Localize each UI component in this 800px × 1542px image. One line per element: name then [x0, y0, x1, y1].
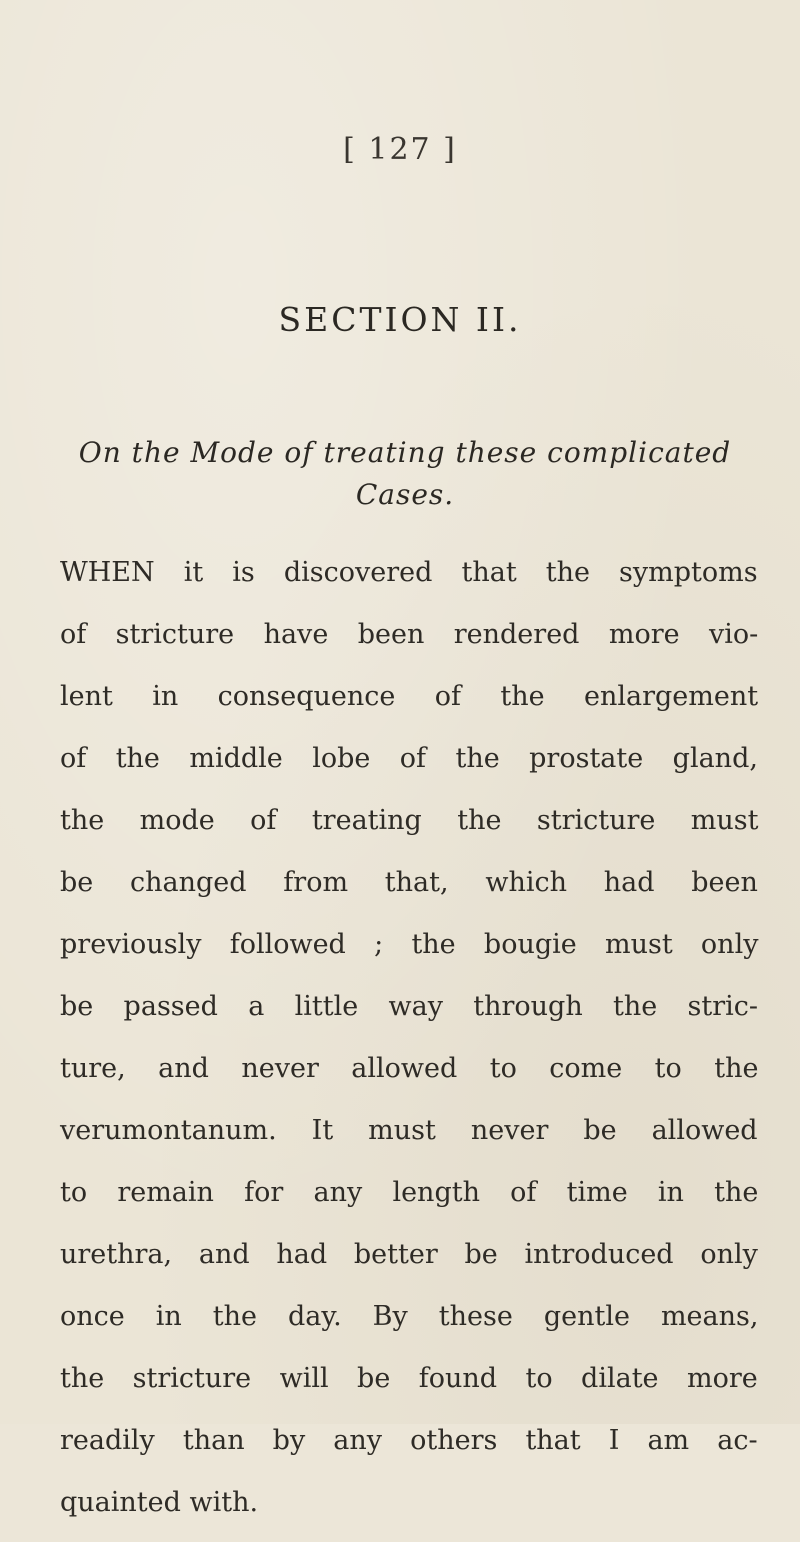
- section-subtitle: [60, 432, 750, 516]
- text-line: quainted with.: [60, 1487, 259, 1518]
- text-line: the stricture will be found to dilate more: [60, 1363, 758, 1394]
- text-line: be changed from that, which had been: [60, 867, 758, 898]
- subtitle-line-2: Cases.: [355, 478, 455, 511]
- text-line: previously followed ; the bougie must only: [60, 929, 759, 960]
- text-line: of the middle lobe of the prostate gland,: [60, 743, 758, 774]
- page-number: [ 127 ]: [343, 132, 457, 167]
- text-line: urethra, and had better be introduced only: [60, 1239, 758, 1270]
- text-line: the mode of treating the stricture must: [60, 805, 759, 836]
- text-line: verumontanum. It must never be allowed: [60, 1115, 758, 1146]
- text-line: to remain for any length of time in the: [60, 1177, 759, 1208]
- body-paragraph: [60, 550, 758, 1542]
- text-line: once in the day. By these gentle means,: [60, 1301, 759, 1332]
- text-line: be passed a little way through the stric-: [60, 991, 759, 1022]
- text-line: lent in consequence of the enlargement: [60, 681, 759, 712]
- section-heading: SECTION II.: [278, 300, 522, 339]
- subtitle-line-1: On the Mode of treating these complicated: [78, 436, 732, 469]
- text-line: of stricture have been rendered more vio-: [60, 619, 759, 650]
- text-line: WHEN it is discovered that the symptoms: [60, 557, 758, 588]
- text-line: readily than by any others that I am ac-: [60, 1425, 758, 1456]
- text-line: ture, and never allowed to come to the: [60, 1053, 759, 1084]
